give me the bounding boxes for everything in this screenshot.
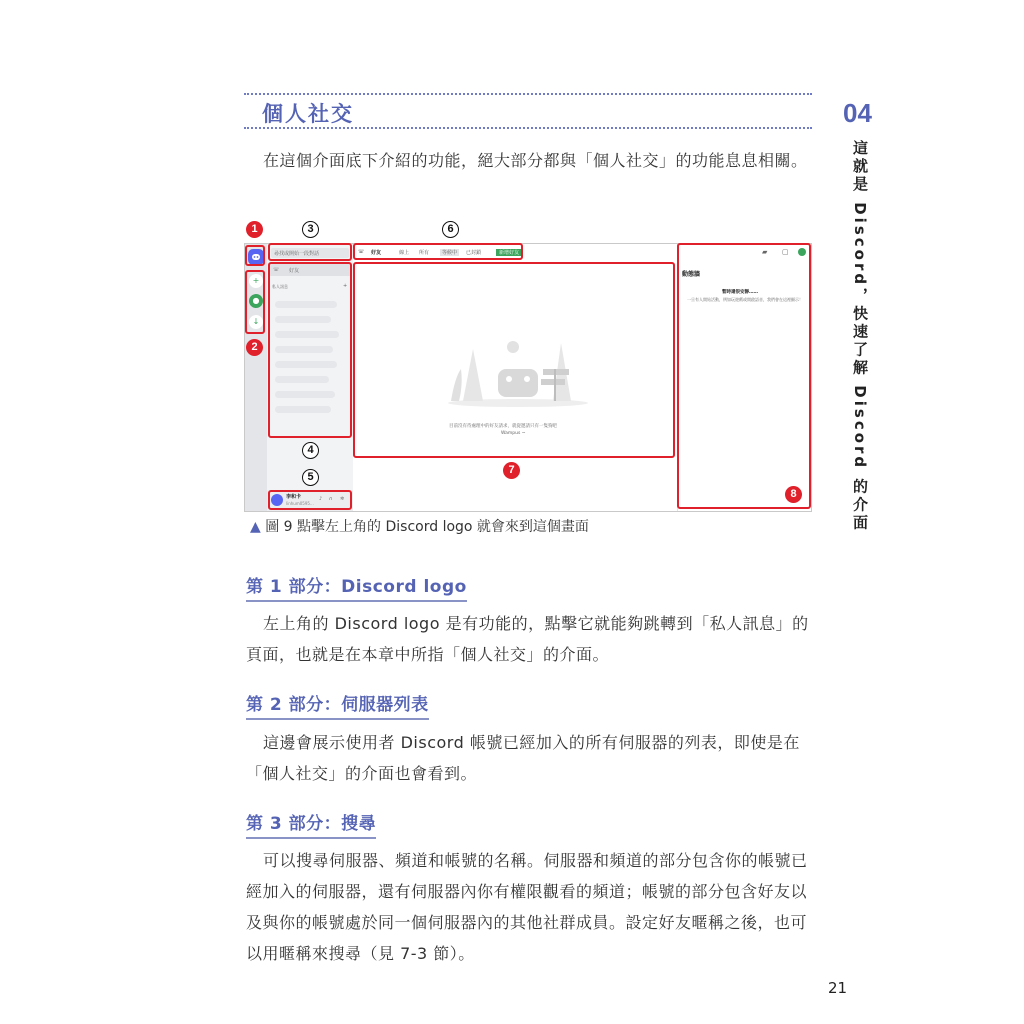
download-icon[interactable]: ↓ <box>249 315 263 329</box>
caption-text: 圖 9 點擊左上角的 Discord logo 就會來到這個畫面 <box>265 519 589 535</box>
search-placeholder: 尋找或開始一段對話 <box>274 251 320 257</box>
marker-2: 2 <box>246 339 263 356</box>
add-friend-button[interactable]: 新增好友 <box>496 249 522 256</box>
dm-header: 私人訊息 <box>272 284 288 289</box>
friends-icon: ☏ <box>358 249 365 255</box>
inbox-icon[interactable]: ▢ <box>782 248 789 256</box>
caption-marker: ▲ <box>250 519 261 535</box>
empty-state-text: 目前沒有待處理中的好友請求，就從邀請只有一隻狗吧 <box>449 424 557 429</box>
activity-title: 動態牆 <box>682 271 701 278</box>
user-name: 李和卡 <box>286 494 302 500</box>
friends-label: 好友 <box>289 268 300 274</box>
activity-heading: 暫時還很安靜…… <box>722 290 758 295</box>
gear-icon[interactable]: ✲ <box>340 496 345 502</box>
user-tag: linhum0595... <box>286 501 314 506</box>
highlight-box-6 <box>353 243 523 260</box>
activity-text: 一旦有人開始活動，例如玩遊戲或開啟語音，我們會在這裡顯示！ <box>687 297 803 302</box>
new-group-dm-icon[interactable]: ▰ <box>762 248 768 256</box>
section-body-2: 這邊會展示使用者 Discord 帳號已經加入的所有伺服器的列表，即使是在「個人社交」的介面也會看到。 <box>246 733 800 783</box>
highlight-box-5 <box>268 490 352 510</box>
highlight-box-1 <box>245 245 265 266</box>
headphones-icon[interactable]: ∩ <box>329 496 333 502</box>
dotted-rule-bottom <box>244 127 812 129</box>
marker-7: 7 <box>503 462 520 479</box>
tab-friends-title: 好友 <box>371 250 382 256</box>
microphone-icon[interactable]: ♪ <box>319 496 323 502</box>
figure-caption <box>250 516 589 536</box>
marker-4: 4 <box>302 442 319 459</box>
tab-online[interactable]: 線上 <box>399 250 410 256</box>
chapter-title-vertical: 這就是 Discord，快速了解 Discord 的介面 <box>851 140 869 533</box>
tab-blocked[interactable]: 已封鎖 <box>466 250 482 256</box>
marker-5: 5 <box>302 469 319 486</box>
section-heading-2: 第 2 部分：伺服器列表 <box>246 690 429 720</box>
section-heading-1: 第 1 部分：Discord logo <box>246 572 467 602</box>
tab-all[interactable]: 所有 <box>419 250 430 256</box>
section-heading-3: 第 3 部分：搜尋 <box>246 809 376 839</box>
marker-8: 8 <box>785 486 802 503</box>
marker-3: 3 <box>302 221 319 238</box>
section-heading: 個人社交 <box>262 102 354 126</box>
highlight-box-7 <box>353 262 675 458</box>
highlight-box-8 <box>677 243 811 509</box>
empty-state-sub: Wampus ~ <box>501 431 526 436</box>
dotted-rule-top <box>244 93 812 95</box>
plus-icon[interactable]: + <box>249 274 263 288</box>
dm-add-button[interactable]: + <box>343 283 348 289</box>
highlight-box-4 <box>268 262 352 438</box>
highlight-box-3 <box>268 243 352 261</box>
marker-6: 6 <box>442 221 459 238</box>
friends-icon: ☏ <box>273 267 280 273</box>
highlight-box-2 <box>245 270 265 334</box>
marker-1: 1 <box>246 221 263 238</box>
page-number: 21 <box>828 979 848 997</box>
section-body-1: 左上角的 Discord logo 是有功能的，點擊它就能夠跳轉到「私人訊息」的頁面，也就是在本章中所指「個人社交」的介面。 <box>246 614 809 664</box>
intro-paragraph: 在這個介面底下介紹的功能，絕大部分都與「個人社交」的功能息息相關。 <box>263 151 808 170</box>
compass-icon[interactable]: ● <box>249 294 263 308</box>
tab-pending[interactable]: 等候中 <box>442 250 458 256</box>
chapter-number: 04 <box>843 98 872 128</box>
section-body-3: 可以搜尋伺服器、頻道和帳號的名稱。伺服器和頻道的部分包含你的帳號已經加入的伺服器，還有伺服器內你有權限觀看的頻道；帳號的部分包含好友以及與你的帳號處於同一個伺服器內的其他社群成員。設定好友暱稱之後，也可以用暱稱來搜尋（見 7-3 節）。 <box>246 851 808 963</box>
